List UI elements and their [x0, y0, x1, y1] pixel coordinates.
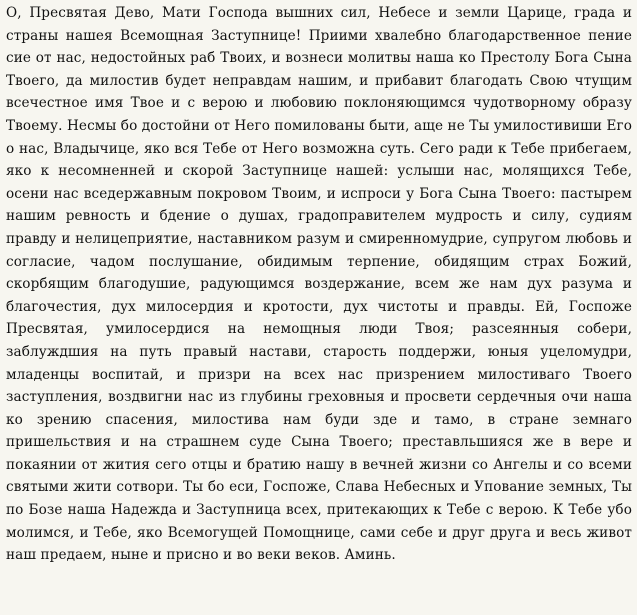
prayer-text: О, Пресвятая Дево, Мати Господа вышних сил, Небесе и земли Царице, града и страны нашея Всемощная Заступнице! Приими хвалебно благодарственное пение сие от нас, недостойных раб Твоих, и вознеси молитвы наша ко Престолу Бога Сына Твоего, да милостив будет неправдам нашим, и прибавит благодать Свою чтущим всечестное имя Твое и с верою и любовию поклоняющимся чудотворному образу Твоему. Несмы бо достойни от Него помилованы быти, аще не Ты умилостивиши Его о нас, Владычице, яко вся Тебе от Него возможна суть. Сего ради к Тебе прибегаем, яко к несомненней и скорой Заступнице нашей: услыши нас, молящихся Тебе, осени нас вседержавным покровом Твоим, и испроси у Бога Сына Твоего: пастырем нашим ревность и бдение о душах, градоправителем мудрость и силу, судиям правду и нелицеприятие, наставником разум и смиренномудрие, супругом любовь и согласие, чадом послушание, обидимым терпение, обидящим страх Божий, скорбящим благодушие, радующимся воздержание, всем же нам дух разума и благочестия, дух милосердия и кротости, дух чистоты и правды. Ей, Госпоже Пресвятая, умилосердися на немощныя люди Твоя; разсеянныя собери, заблуждшия на путь правый настави, старость поддержи, юныя уцеломудри, младенцы воспитай, и призри на всех нас призрением милостиваго Твоего заступления, воздвигни нас из глубины греховныя и просвети сердечныя очи наша ко зрению спасения, милостива нам буди зде и тамо, в стране земнаго пришельствия и на страшнем суде Сына Твоего; преставльшияся же в вере и покаянии от жития сего отцы и братию нашу в вечней жизни со Ангелы и со всеми святыми жити сотвори. Ты бо еси, Госпоже, Слава Небесных и Упование земных, Ты по Бозе наша Надежда и Заступница всех, притекающих к Тебе с верою. К Тебе убо молимся, и Тебе, яко Всемогущей Помощнице, сами себе и друг друга и весь живот наш предаем, ныне и присно и во веки веков. Аминь.	[6, 5, 632, 564]
